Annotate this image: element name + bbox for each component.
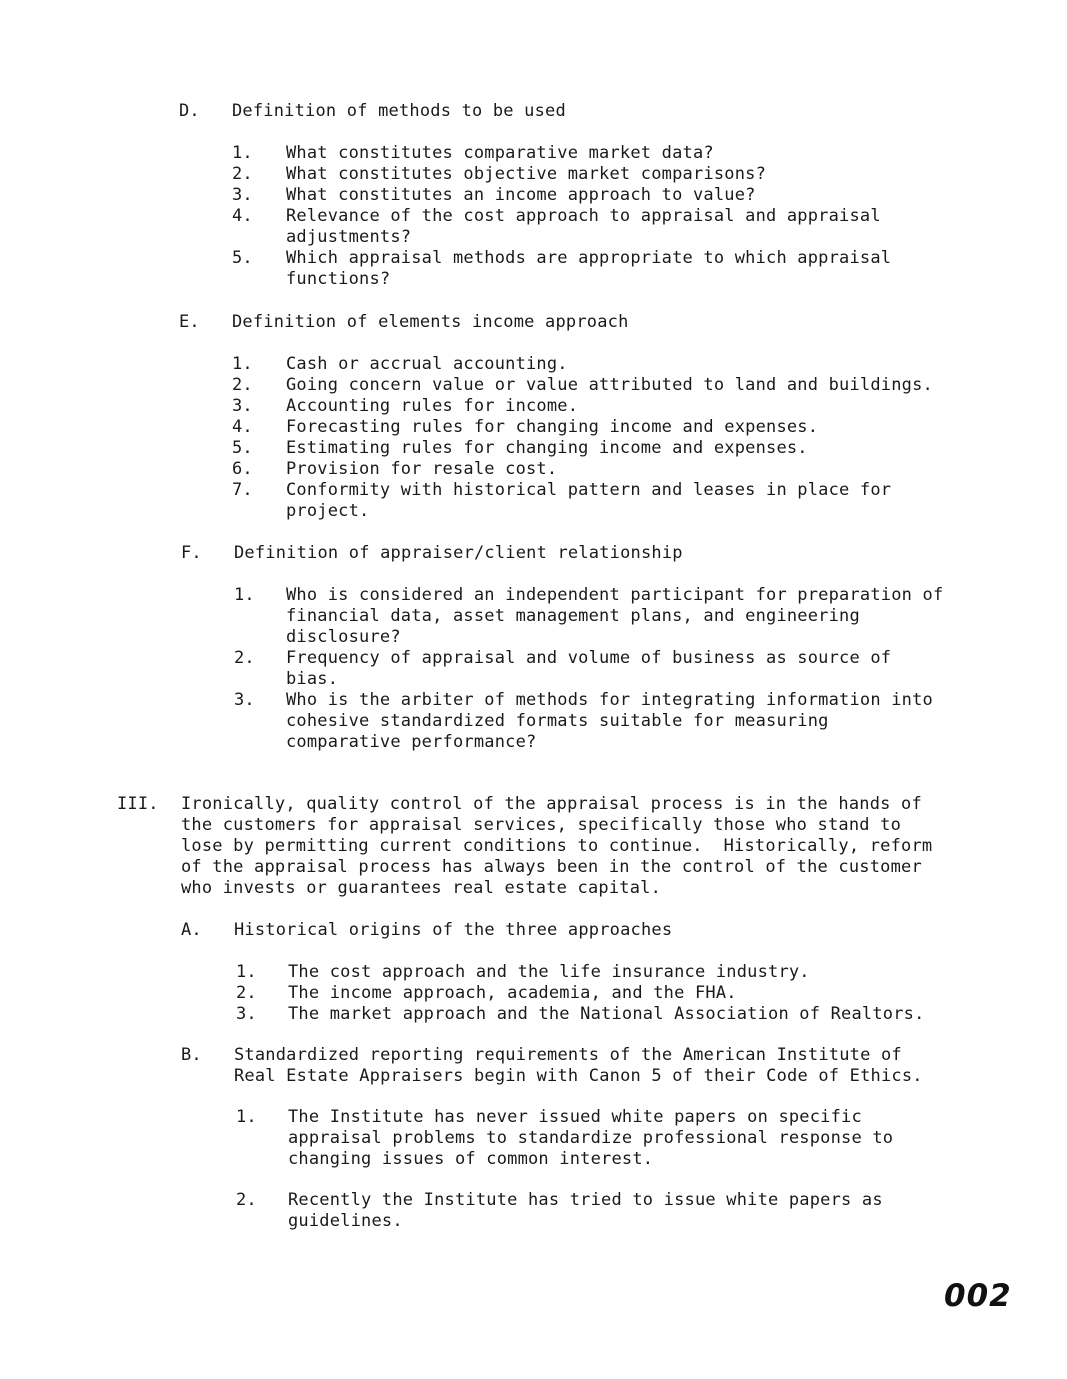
list-item-number: 1. — [232, 354, 253, 374]
list-item-text: Conformity with historical pattern and leases in place for — [286, 480, 892, 500]
list-item-text: Forecasting rules for changing income and expenses. — [286, 417, 819, 437]
list-item-text: disclosure? — [286, 627, 401, 647]
paragraph-line: lose by permitting current conditions to continue. Historically, reform — [181, 836, 933, 856]
list-item-text: The cost approach and the life insurance industry. — [288, 962, 810, 982]
list-item-number: 1. — [234, 585, 255, 605]
section-e-heading: Definition of elements income approach — [232, 312, 629, 332]
list-item-text: comparative performance? — [286, 732, 537, 752]
section-d-heading: Definition of methods to be used — [232, 101, 566, 121]
list-item-text: changing issues of common interest. — [288, 1149, 654, 1169]
list-item-text: Who is the arbiter of methods for integrating information into — [286, 690, 933, 710]
list-item-number: 1. — [232, 143, 253, 163]
list-item-text: cohesive standardized formats suitable for measuring — [286, 711, 829, 731]
list-item-text: project. — [286, 501, 370, 521]
list-item-number: 4. — [232, 417, 253, 437]
list-item-text: Who is considered an independent participant for preparation of — [286, 585, 944, 605]
list-item-number: 3. — [234, 690, 255, 710]
list-item-number: 1. — [236, 962, 257, 982]
list-item-text: What constitutes comparative market data? — [286, 143, 714, 163]
list-item-text: Frequency of appraisal and volume of business as source of — [286, 648, 892, 668]
paragraph-line: who invests or guarantees real estate capital. — [181, 878, 662, 898]
list-item-text: The Institute has never issued white papers on specific — [288, 1107, 862, 1127]
list-item-text: financial data, asset management plans, and engineering — [286, 606, 860, 626]
list-item-number: 2. — [236, 983, 257, 1003]
list-item-number: 2. — [232, 164, 253, 184]
list-item-number: 2. — [232, 375, 253, 395]
list-item-number: 1. — [236, 1107, 257, 1127]
list-item-number: 2. — [234, 648, 255, 668]
list-item-text: Estimating rules for changing income and expenses. — [286, 438, 808, 458]
list-item-number: 3. — [236, 1004, 257, 1024]
list-item-text: Relevance of the cost approach to appraisal and appraisal — [286, 206, 881, 226]
section-f-label: F. — [181, 543, 202, 563]
section-a-label: A. — [181, 920, 202, 940]
list-item-number: 4. — [232, 206, 253, 226]
paragraph-line: the customers for appraisal services, specifically those who stand to — [181, 815, 902, 835]
list-item-text: guidelines. — [288, 1211, 403, 1231]
list-item-text: Going concern value or value attributed to land and buildings. — [286, 375, 933, 395]
section-d-label: D. — [179, 101, 200, 121]
section-e-label: E. — [179, 312, 200, 332]
section-iii-label: III. — [117, 794, 159, 814]
list-item-number: 6. — [232, 459, 253, 479]
list-item-text: Provision for resale cost. — [286, 459, 558, 479]
list-item-text: Accounting rules for income. — [286, 396, 579, 416]
list-item-text: adjustments? — [286, 227, 412, 247]
paragraph-line: of the appraisal process has always been in the control of the customer — [181, 857, 922, 877]
list-item-text: appraisal problems to standardize professional response to — [288, 1128, 894, 1148]
section-b-heading: Real Estate Appraisers begin with Canon 5 of their Code of Ethics. — [234, 1066, 923, 1086]
section-b-label: B. — [181, 1045, 202, 1065]
paragraph-line: Ironically, quality control of the appraisal process is in the hands of — [181, 794, 922, 814]
list-item-text: The income approach, academia, and the FHA. — [288, 983, 737, 1003]
list-item-text: What constitutes objective market comparisons? — [286, 164, 767, 184]
list-item-number: 5. — [232, 438, 253, 458]
list-item-text: What constitutes an income approach to value? — [286, 185, 756, 205]
list-item-text: bias. — [286, 669, 339, 689]
list-item-number: 5. — [232, 248, 253, 268]
list-item-number: 2. — [236, 1190, 257, 1210]
list-item-number: 3. — [232, 185, 253, 205]
section-b-heading: Standardized reporting requirements of the American Institute of — [234, 1045, 902, 1065]
list-item-text: The market approach and the National Association of Realtors. — [288, 1004, 925, 1024]
list-item-text: Cash or accrual accounting. — [286, 354, 568, 374]
list-item-number: 7. — [232, 480, 253, 500]
section-f-heading: Definition of appraiser/client relationship — [234, 543, 683, 563]
page-number: 002 — [944, 1278, 1012, 1314]
section-a-heading: Historical origins of the three approaches — [234, 920, 673, 940]
list-item-text: Recently the Institute has tried to issue white papers as — [288, 1190, 883, 1210]
list-item-text: Which appraisal methods are appropriate to which appraisal — [286, 248, 892, 268]
list-item-number: 3. — [232, 396, 253, 416]
list-item-text: functions? — [286, 269, 391, 289]
